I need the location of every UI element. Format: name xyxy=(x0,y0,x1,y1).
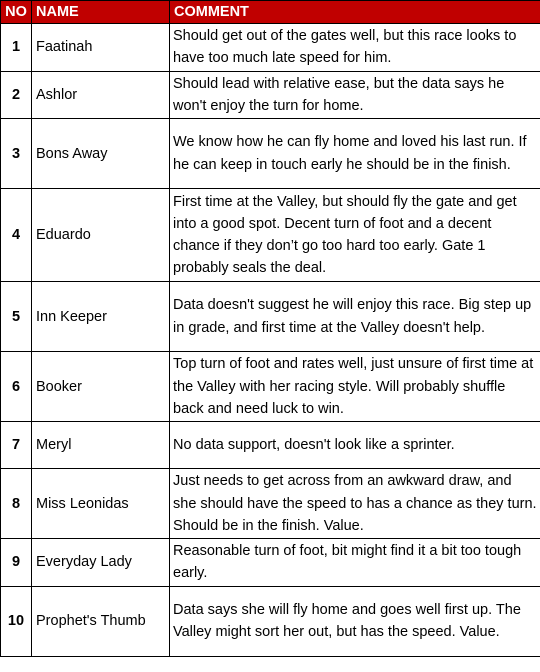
runner-number: 10 xyxy=(1,586,32,656)
runner-name: Meryl xyxy=(32,422,170,469)
table-row xyxy=(1,119,540,189)
runner-number: 9 xyxy=(1,539,32,587)
runner-comment: First time at the Valley, but should fly the gate and get into a good spot. Decent turn of foot and a decent chance if they don’t go too hard too early. Gate 1 probably seals the deal. xyxy=(170,189,540,282)
runner-number: 6 xyxy=(1,352,32,422)
header-comment: COMMENT xyxy=(170,1,540,24)
runner-name: Inn Keeper xyxy=(32,282,170,352)
runner-number: 8 xyxy=(1,469,32,539)
runner-number: 4 xyxy=(1,189,32,282)
runner-name: Eduardo xyxy=(32,189,170,282)
table-row xyxy=(1,539,540,587)
runner-name: Faatinah xyxy=(32,24,170,72)
runner-comment: Data doesn't suggest he will enjoy this race. Big step up in grade, and first time at the Valley doesn't help. xyxy=(170,282,540,352)
table-row xyxy=(1,352,540,422)
runner-name: Miss Leonidas xyxy=(32,469,170,539)
runner-comment: We know how he can fly home and loved his last run. If he can keep in touch early he should be in the finish. xyxy=(170,119,540,189)
runner-comment: Data says she will fly home and goes well first up. The Valley might sort her out, but has the speed. Value. xyxy=(170,586,540,656)
table-row xyxy=(1,422,540,469)
runner-comment: Top turn of foot and rates well, just unsure of first time at the Valley with her racing style. Will probably shuffle back and need luck to win. xyxy=(170,352,540,422)
table-row xyxy=(1,24,540,72)
header-row xyxy=(1,1,540,24)
runner-name: Booker xyxy=(32,352,170,422)
runner-name: Everyday Lady xyxy=(32,539,170,587)
runner-name: Ashlor xyxy=(32,71,170,119)
runner-name: Bons Away xyxy=(32,119,170,189)
table-row xyxy=(1,282,540,352)
runner-comment: Should get out of the gates well, but this race looks to have too much late speed for him. xyxy=(170,24,540,72)
header-no: NO xyxy=(1,1,32,24)
runner-number: 5 xyxy=(1,282,32,352)
runner-comment: Should lead with relative ease, but the data says he won't enjoy the turn for home. xyxy=(170,71,540,119)
runner-number: 7 xyxy=(1,422,32,469)
header-name: NAME xyxy=(32,1,170,24)
runner-comment: Reasonable turn of foot, bit might find it a bit too tough early. xyxy=(170,539,540,587)
runner-number: 1 xyxy=(1,24,32,72)
table-row xyxy=(1,189,540,282)
runner-number: 3 xyxy=(1,119,32,189)
table-row xyxy=(1,469,540,539)
runner-comment: No data support, doesn't look like a sprinter. xyxy=(170,422,540,469)
table-row xyxy=(1,71,540,119)
runner-comment: Just needs to get across from an awkward draw, and she should have the speed to has a chance as they turn. Should be in the finish. Value. xyxy=(170,469,540,539)
runner-number: 2 xyxy=(1,71,32,119)
runner-name: Prophet's Thumb xyxy=(32,586,170,656)
table-row xyxy=(1,586,540,656)
